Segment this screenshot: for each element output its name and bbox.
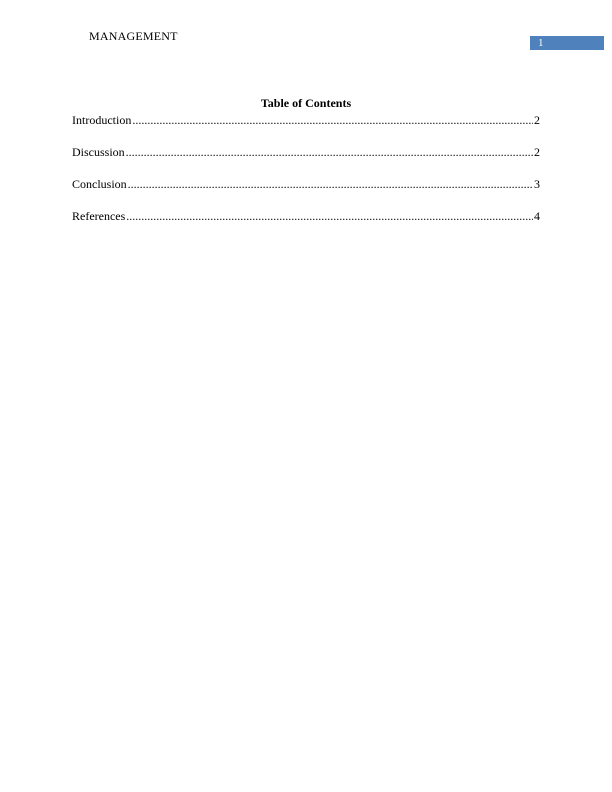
toc-entry-conclusion[interactable] <box>72 177 540 209</box>
toc-dot-leader <box>126 209 533 223</box>
toc-entry-references[interactable] <box>72 209 540 241</box>
toc-entry-discussion[interactable] <box>72 145 540 177</box>
toc-entry-page: 4 <box>534 209 540 223</box>
toc-entry-page: 2 <box>534 145 540 159</box>
toc-entry-label: Discussion <box>72 145 125 159</box>
toc-entry-label: Conclusion <box>72 177 127 191</box>
toc-entry-page: 3 <box>534 177 540 191</box>
page-number: 1 <box>538 37 544 49</box>
toc-entry-page: 2 <box>534 113 540 127</box>
toc-entry-label: Introduction <box>72 113 132 127</box>
toc-dot-leader <box>132 113 533 127</box>
toc-title: Table of Contents <box>260 96 352 110</box>
toc-entry-label: References <box>72 209 126 223</box>
running-head: MANAGEMENT <box>89 29 178 43</box>
toc-entry-introduction[interactable] <box>72 113 540 145</box>
toc-dot-leader <box>126 145 533 159</box>
toc-list <box>72 113 540 241</box>
page-number-badge <box>530 36 604 50</box>
toc-dot-leader <box>128 177 533 191</box>
